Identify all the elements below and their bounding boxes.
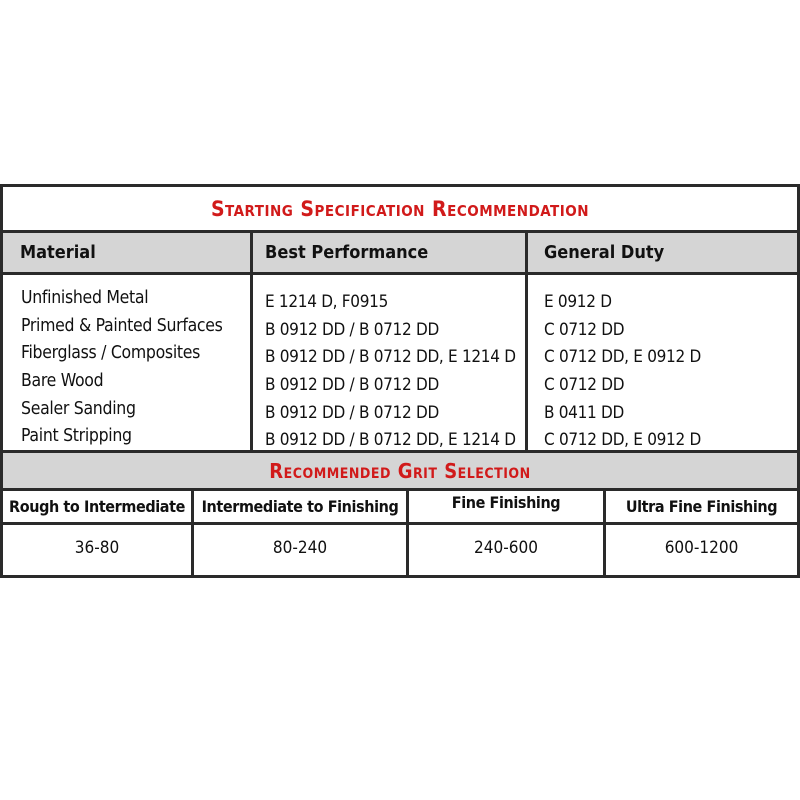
grit-value-row bbox=[3, 525, 797, 575]
general-duty-column bbox=[525, 275, 797, 450]
material-cell: Sealer Sanding bbox=[21, 398, 136, 419]
best-performance-cell: E 1214 D, F0915 bbox=[265, 292, 388, 312]
general-duty-cell: C 0712 DD, E 0912 D bbox=[544, 430, 701, 451]
grit-header-cell: Fine Finishing bbox=[406, 491, 603, 522]
general-duty-cell: B 0411 DD bbox=[544, 402, 624, 423]
material-cell: Bare Wood bbox=[21, 371, 104, 392]
grit-selection-title: Recommended Grit Selection bbox=[3, 453, 797, 491]
best-performance-column bbox=[250, 275, 525, 450]
grit-header-cell: Ultra Fine Finishing bbox=[603, 491, 797, 522]
best-performance-cell: B 0912 DD / B 0712 DD bbox=[265, 375, 439, 396]
spec-body bbox=[3, 275, 797, 453]
column-header-best-performance: Best Performance bbox=[250, 233, 525, 272]
general-duty-cell: C 0712 DD, E 0912 D bbox=[544, 347, 701, 368]
general-duty-cell: E 0912 D bbox=[544, 292, 612, 312]
material-cell: Paint Stripping bbox=[21, 426, 132, 447]
grit-header-cell: Intermediate to Finishing bbox=[191, 491, 406, 522]
grit-range-cell: 600-1200 bbox=[603, 525, 797, 575]
material-cell: Primed & Painted Surfaces bbox=[21, 315, 223, 336]
grit-header-cell: Rough to Intermediate bbox=[9, 497, 185, 516]
column-header-row bbox=[3, 233, 797, 275]
best-performance-cell: B 0912 DD / B 0712 DD bbox=[265, 319, 439, 340]
column-header-material: Material bbox=[20, 242, 96, 263]
best-performance-cell: B 0912 DD / B 0712 DD bbox=[265, 402, 439, 423]
grit-range-cell: 240-600 bbox=[406, 525, 603, 575]
general-duty-cell: C 0712 DD bbox=[544, 375, 625, 396]
general-duty-cell: C 0712 DD bbox=[544, 319, 625, 340]
best-performance-cell: B 0912 DD / B 0712 DD, E 1214 D bbox=[265, 347, 516, 368]
material-cell: Fiberglass / Composites bbox=[21, 343, 201, 364]
grit-range-cell: 36-80 bbox=[74, 538, 120, 558]
grit-header-row bbox=[3, 491, 797, 525]
grit-range-cell: 80-240 bbox=[191, 525, 406, 575]
specification-table bbox=[0, 184, 800, 578]
column-header-general-duty: General Duty bbox=[525, 233, 797, 272]
best-performance-cell: B 0912 DD / B 0712 DD, E 1214 D bbox=[265, 430, 516, 451]
spec-title: Starting Specification Recommendation bbox=[3, 187, 797, 233]
material-column bbox=[3, 275, 250, 450]
material-cell: Unfinished Metal bbox=[21, 288, 149, 308]
